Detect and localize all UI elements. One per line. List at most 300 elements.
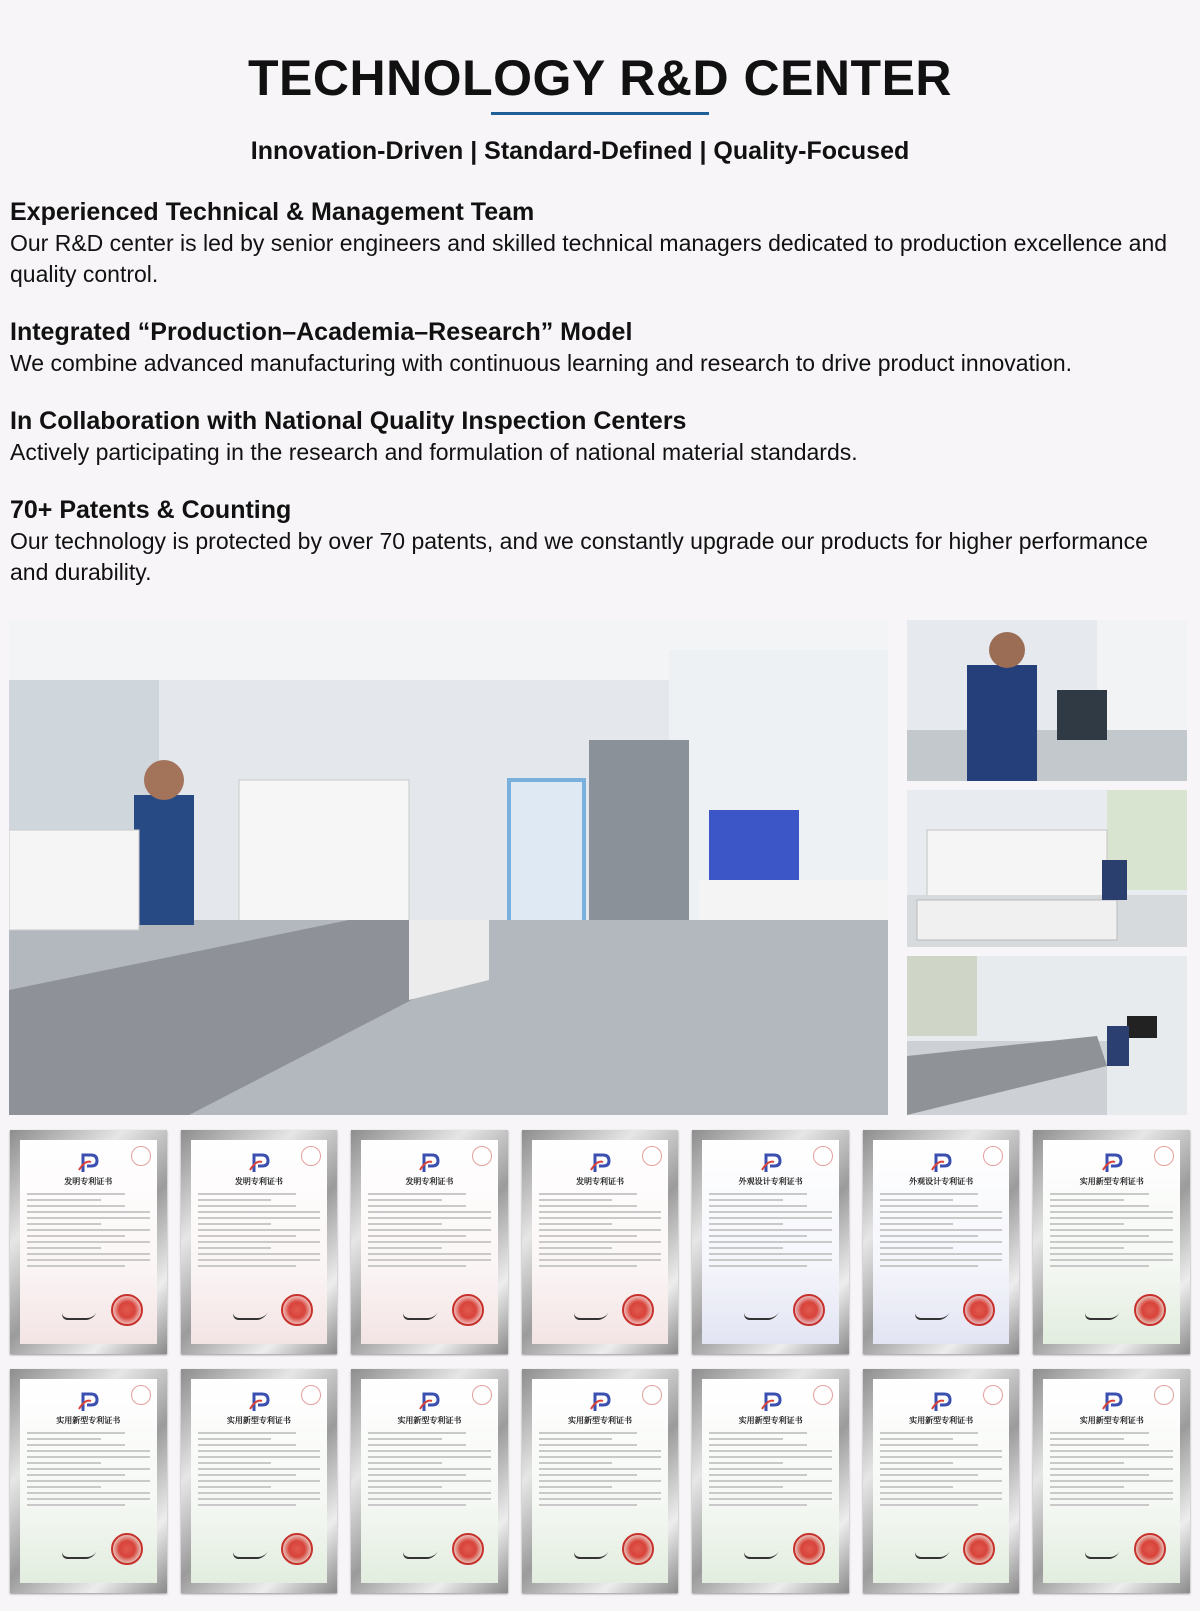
certificate-text-line [198,1492,321,1494]
section-model [10,317,1190,379]
official-seal-icon [1134,1294,1166,1326]
certificate-text-line [1050,1462,1124,1464]
patent-certificate [351,1369,508,1593]
certificate-text-line [368,1229,491,1231]
certificate-text-line [709,1468,832,1470]
certificate-text-line [27,1486,101,1488]
patent-office-logo [75,1391,101,1413]
signature [572,1308,610,1320]
certificate-text-line [27,1211,150,1213]
certificate-text-line [1050,1259,1173,1261]
certificate-text-line [198,1259,321,1261]
certificate-text-line [1050,1474,1148,1476]
certificate-text-line [27,1474,125,1476]
certificate-title: 实用新型专利证书 [226,1415,291,1425]
signature [230,1308,268,1320]
seal-icon [813,1385,833,1405]
patent-certificate [1033,1369,1190,1593]
certificate-text-line [27,1265,125,1267]
section-heading: In Collaboration with National Quality Inspection Centers [10,407,687,435]
certificate-text-line [880,1504,978,1506]
patent-office-logo [587,1391,613,1413]
certificate-text-line [880,1480,1003,1482]
seal-icon [983,1385,1003,1405]
certificate-text-line [539,1229,662,1231]
certificate-text-line [368,1241,491,1243]
certificate-text-line [27,1223,101,1225]
signature [60,1547,98,1559]
certificate-text-line [27,1504,125,1506]
certificate-text-line [27,1229,150,1231]
certificate-text-line [880,1235,978,1237]
certificate-text-line [368,1205,466,1207]
certificate-text-line [709,1223,783,1225]
certificate-text-line [539,1217,662,1219]
section-body: We combine advanced manufacturing with continuous learning and research to drive product innovation. [10,350,1073,376]
certificate-text-line [368,1193,466,1195]
signature [60,1308,98,1320]
certificate-text-line [880,1265,978,1267]
patent-certificate [863,1369,1020,1593]
patent-certificate [351,1130,508,1354]
certificate-text-line [27,1241,150,1243]
feature-sections [10,197,1190,615]
certificate-text-line [368,1253,491,1255]
patent-certificate [863,1130,1020,1354]
certificate-text-line [709,1462,783,1464]
patent-certificates [10,1130,1190,1608]
certificate-text-line [368,1450,491,1452]
certificate-text-line [198,1205,296,1207]
signature [1083,1547,1121,1559]
certificate-text-line [709,1504,807,1506]
certificate-text-line [880,1462,954,1464]
certificate-text-line [539,1253,662,1255]
certificate-text-line [880,1432,978,1434]
seal-icon [813,1146,833,1166]
certificate-text-line [368,1468,491,1470]
official-seal-icon [1134,1533,1166,1565]
certificate-text-line [198,1199,272,1201]
certificate-title: 实用新型专利证书 [909,1415,974,1425]
certificate-title: 发明专利证书 [576,1176,625,1186]
certificate-text-line [1050,1211,1173,1213]
seal-icon [472,1146,492,1166]
certificate-text-line [709,1205,807,1207]
signature [230,1547,268,1559]
certificate-text-line [709,1235,807,1237]
certificate-paper [702,1379,839,1583]
patent-office-logo [758,1152,784,1174]
patent-certificate [692,1369,849,1593]
certificate-text-line [880,1241,1003,1243]
seal-icon [131,1385,151,1405]
certificate-text-line [1050,1444,1148,1446]
certificate-title: 实用新型专利证书 [568,1415,633,1425]
patent-certificate [181,1369,338,1593]
certificate-text-line [368,1492,491,1494]
certificate-text-line [539,1235,637,1237]
certificate-paper [702,1140,839,1344]
certificate-text-line [27,1199,101,1201]
certificate-paper [873,1140,1010,1344]
certificate-title: 实用新型专利证书 [738,1415,803,1425]
certificate-text-line [880,1193,978,1195]
certificate-text-line [539,1462,613,1464]
patent-office-logo [246,1152,272,1174]
certificate-text-line [709,1259,832,1261]
certificate-text-line [1050,1205,1148,1207]
certificate-text-line [198,1456,321,1458]
certificate-text-line [368,1504,466,1506]
certificate-text-line [880,1259,1003,1261]
certificate-text-line [880,1438,954,1440]
patent-office-logo [416,1391,442,1413]
certificate-text-line [539,1498,662,1500]
certificate-text-line [1050,1229,1173,1231]
patent-certificate [10,1130,167,1354]
official-seal-icon [111,1533,143,1565]
certificate-text-line [198,1241,321,1243]
certificate-text-line [198,1253,321,1255]
certificate-text-line [880,1450,1003,1452]
certificate-text-line [709,1217,832,1219]
certificate-text-line [709,1229,832,1231]
certificate-text-line [1050,1223,1124,1225]
certificate-text-line [880,1205,978,1207]
lab-photo-benches [907,790,1187,947]
certificate-text-line [1050,1492,1173,1494]
patent-office-logo [1099,1391,1125,1413]
lab-photo-workstation [907,956,1187,1115]
certificate-text-line [709,1480,832,1482]
certificate-paper [361,1379,498,1583]
certificate-text-line [1050,1486,1124,1488]
certificate-text-line [539,1241,662,1243]
certificate-title: 外观设计专利证书 [909,1176,974,1186]
certificate-text-line [27,1247,101,1249]
certificate-text-line [539,1468,662,1470]
signature [401,1308,439,1320]
certificate-text-line [198,1193,296,1195]
certificate-text-line [198,1229,321,1231]
certificate-paper [873,1379,1010,1583]
certificate-text-line [198,1444,296,1446]
certificate-text-line [539,1492,662,1494]
certificate-text-line [1050,1241,1173,1243]
section-team [10,197,1190,290]
certificate-text-line [368,1456,491,1458]
page-title: TECHNOLOGY R&D CENTER [247,50,953,106]
signature [742,1308,780,1320]
certificate-text-line [1050,1438,1124,1440]
certificate-text-line [368,1217,491,1219]
certificate-text-line [1050,1253,1173,1255]
certificate-title: 发明专利证书 [234,1176,283,1186]
official-seal-icon [452,1533,484,1565]
section-patents [10,495,1190,588]
certificate-title: 实用新型专利证书 [1079,1415,1144,1425]
section-collaboration [10,406,1190,468]
seal-icon [983,1146,1003,1166]
signature [572,1547,610,1559]
signature [401,1547,439,1559]
certificate-text-line [198,1432,296,1434]
certificate-text-line [709,1247,783,1249]
certificate-title: 实用新型专利证书 [56,1415,121,1425]
certificate-title: 发明专利证书 [405,1176,454,1186]
certificate-text-line [368,1235,466,1237]
certificate-text-line [27,1498,150,1500]
certificate-title: 发明专利证书 [64,1176,113,1186]
certificate-text-line [368,1432,466,1434]
certificate-text-line [539,1432,637,1434]
certificate-text-line [368,1438,442,1440]
certificate-text-line [880,1223,954,1225]
certificate-text-line [368,1480,491,1482]
tagline: Innovation-Driven | Standard-Defined | Quality-Focused [250,137,910,165]
certificate-text-line [539,1205,637,1207]
certificate-text-line [880,1199,954,1201]
patent-certificate [1033,1130,1190,1354]
certificate-text-line [27,1193,125,1195]
certificate-text-line [27,1217,150,1219]
certificate-text-line [880,1247,954,1249]
patent-certificate [692,1130,849,1354]
certificate-text-line [539,1450,662,1452]
certificate-text-line [1050,1468,1173,1470]
seal-icon [131,1146,151,1166]
certificate-text-line [880,1492,1003,1494]
seal-icon [301,1146,321,1166]
certificate-text-line [1050,1193,1148,1195]
certificate-text-line [880,1456,1003,1458]
certificate-text-line [880,1253,1003,1255]
official-seal-icon [452,1294,484,1326]
certificate-text-line [539,1265,637,1267]
official-seal-icon [281,1294,313,1326]
certificate-text-line [27,1438,101,1440]
seal-icon [642,1385,662,1405]
certificate-text-line [27,1456,150,1458]
seal-icon [1154,1385,1174,1405]
official-seal-icon [281,1533,313,1565]
certificate-paper [532,1379,669,1583]
patent-certificate [522,1130,679,1354]
certificate-text-line [27,1253,150,1255]
certificate-text-line [539,1504,637,1506]
certificate-text-line [198,1265,296,1267]
certificate-text-line [368,1211,491,1213]
certificate-text-line [880,1498,1003,1500]
certificate-text-line [709,1193,807,1195]
certificate-text-line [880,1444,978,1446]
certificate-title: 实用新型专利证书 [1079,1176,1144,1186]
signature [913,1547,951,1559]
lab-photo-main [9,620,888,1115]
certificate-text-line [539,1259,662,1261]
certificate-text-line [709,1492,832,1494]
certificate-text-line [539,1444,637,1446]
seal-icon [1154,1146,1174,1166]
certificate-text-line [198,1504,296,1506]
certificate-text-line [539,1223,613,1225]
certificate-text-line [198,1468,321,1470]
patent-office-logo [928,1152,954,1174]
signature [1083,1308,1121,1320]
certificate-text-line [1050,1498,1173,1500]
patent-office-logo [246,1391,272,1413]
certificate-text-line [1050,1504,1148,1506]
patent-office-logo [587,1152,613,1174]
certificate-text-line [880,1229,1003,1231]
official-seal-icon [963,1533,995,1565]
certificate-text-line [27,1259,150,1261]
seal-icon [472,1385,492,1405]
certificate-row [10,1369,1190,1593]
certificate-text-line [709,1444,807,1446]
certificate-paper [191,1379,328,1583]
patent-office-logo [1099,1152,1125,1174]
certificate-paper [532,1140,669,1344]
certificate-text-line [198,1450,321,1452]
certificate-text-line [368,1259,491,1261]
official-seal-icon [963,1294,995,1326]
patent-office-logo [416,1152,442,1174]
certificate-text-line [198,1486,272,1488]
section-body: Our R&D center is led by senior engineers and skilled technical managers dedicated to production excellence and quality control. [10,230,1168,287]
certificate-text-line [1050,1247,1124,1249]
certificate-paper [20,1379,157,1583]
certificate-text-line [27,1462,101,1464]
certificate-text-line [198,1235,296,1237]
certificate-text-line [27,1492,150,1494]
certificate-text-line [368,1474,466,1476]
official-seal-icon [622,1294,654,1326]
certificate-text-line [1050,1450,1173,1452]
certificate-text-line [368,1498,491,1500]
certificate-text-line [709,1456,832,1458]
certificate-text-line [539,1480,662,1482]
certificate-text-line [27,1205,125,1207]
certificate-title: 外观设计专利证书 [738,1176,803,1186]
certificate-text-line [1050,1456,1173,1458]
seal-icon [301,1385,321,1405]
certificate-text-line [1050,1235,1148,1237]
certificate-text-line [198,1223,272,1225]
certificate-paper [1043,1379,1180,1583]
certificate-text-line [27,1444,125,1446]
seal-icon [642,1146,662,1166]
certificate-text-line [709,1450,832,1452]
official-seal-icon [793,1533,825,1565]
certificate-text-line [709,1486,783,1488]
signature [742,1547,780,1559]
official-seal-icon [111,1294,143,1326]
certificate-text-line [198,1217,321,1219]
patent-certificate [181,1130,338,1354]
certificate-text-line [539,1456,662,1458]
certificate-text-line [880,1486,954,1488]
certificate-text-line [709,1199,783,1201]
certificate-paper [191,1140,328,1344]
certificate-text-line [27,1480,150,1482]
certificate-text-line [368,1444,466,1446]
certificate-paper [361,1140,498,1344]
certificate-text-line [27,1450,150,1452]
certificate-text-line [198,1498,321,1500]
certificate-text-line [368,1265,466,1267]
section-heading: Integrated “Production–Academia–Research” Model [10,318,633,346]
patent-office-logo [758,1391,784,1413]
certificate-text-line [368,1223,442,1225]
certificate-text-line [539,1247,613,1249]
certificate-text-line [709,1211,832,1213]
certificate-text-line [539,1193,637,1195]
certificate-text-line [709,1432,807,1434]
certificate-text-line [368,1462,442,1464]
certificate-text-line [1050,1432,1148,1434]
certificate-text-line [539,1486,613,1488]
certificate-paper [20,1140,157,1344]
certificate-text-line [198,1474,296,1476]
certificate-text-line [1050,1217,1173,1219]
certificate-title: 实用新型专利证书 [397,1415,462,1425]
certificate-text-line [1050,1199,1124,1201]
certificate-text-line [27,1468,150,1470]
certificate-text-line [368,1486,442,1488]
certificate-text-line [709,1438,783,1440]
certificate-text-line [709,1253,832,1255]
certificate-text-line [709,1474,807,1476]
certificate-text-line [709,1265,807,1267]
certificate-text-line [198,1462,272,1464]
patent-certificate [522,1369,679,1593]
section-heading: 70+ Patents & Counting [10,496,292,524]
certificate-text-line [1050,1480,1173,1482]
certificate-text-line [539,1211,662,1213]
certificate-text-line [880,1217,1003,1219]
official-seal-icon [622,1533,654,1565]
patent-office-logo [75,1152,101,1174]
section-heading: Experienced Technical & Management Team [10,198,535,226]
certificate-text-line [539,1199,613,1201]
lab-photo-technician [907,620,1187,781]
certificate-text-line [709,1498,832,1500]
certificate-text-line [198,1247,272,1249]
certificate-text-line [880,1468,1003,1470]
certificate-text-line [198,1480,321,1482]
certificate-text-line [1050,1265,1148,1267]
certificate-text-line [27,1432,125,1434]
signature [913,1308,951,1320]
certificate-text-line [368,1199,442,1201]
certificate-text-line [198,1438,272,1440]
patent-office-logo [928,1391,954,1413]
section-body: Actively participating in the research and formulation of national material standards. [10,439,858,465]
official-seal-icon [793,1294,825,1326]
certificate-text-line [539,1474,637,1476]
title-underline [491,112,709,115]
certificate-row [10,1130,1190,1354]
certificate-text-line [709,1241,832,1243]
certificate-text-line [880,1211,1003,1213]
certificate-paper [1043,1140,1180,1344]
certificate-text-line [27,1235,125,1237]
certificate-text-line [539,1438,613,1440]
patent-certificate [10,1369,167,1593]
section-body: Our technology is protected by over 70 patents, and we constantly upgrade our products for higher performance and durability. [10,528,1148,585]
